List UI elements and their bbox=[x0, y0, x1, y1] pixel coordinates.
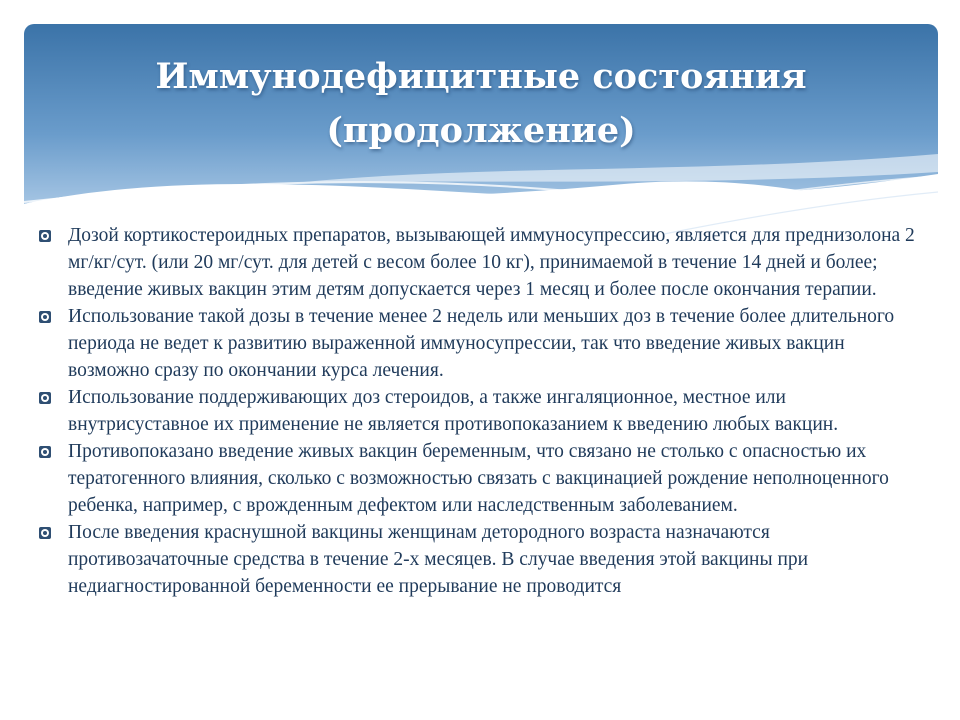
list-item bbox=[36, 438, 916, 519]
bullet-text: Дозой кортикостероидных препаратов, вызывающей иммуносупрессию, является для преднизолона 2 мг/кг/сут. (или 20 мг/сут. для детей с весом более 10 кг), принимаемой в течение 14 дней и более; введение живых вакцин этим детям допускается через 1 месяц и более после окончания терапии. bbox=[68, 225, 915, 300]
list-item bbox=[36, 303, 916, 384]
slide-title bbox=[24, 50, 938, 158]
square-bullet-icon bbox=[39, 446, 51, 458]
list-item bbox=[36, 222, 916, 303]
bullet-list bbox=[36, 222, 916, 600]
square-bullet-icon bbox=[39, 392, 51, 404]
bullet-text: Использование поддерживающих доз стероидов, а также ингаляционное, местное или внутрисуставное их применение не является противопоказанием к введению любых вакцин. bbox=[68, 387, 839, 435]
square-bullet-icon bbox=[39, 311, 51, 323]
list-item bbox=[36, 384, 916, 438]
bullet-text: Противопоказано введение живых вакцин беременным, что связано не столько с опасностью их тератогенного влияния, сколько с возможностью связать с вакцинацией рождение неполноценного ребенка, например, с врожденным дефектом или наследственным заболеванием. bbox=[68, 441, 889, 516]
title-line-2: (продолжение) bbox=[326, 110, 636, 151]
square-bullet-icon bbox=[39, 230, 51, 242]
bullet-text: После введения краснушной вакцины женщинам детородного возраста назначаются противозачаточные средства в течение 2-х месяцев. В случае введения этой вакцины при недиагностированной беременности ее прерывание не проводится bbox=[68, 522, 809, 597]
title-line-1: Иммунодефицитные состояния bbox=[155, 56, 807, 97]
square-bullet-icon bbox=[39, 527, 51, 539]
bullet-text: Использование такой дозы в течение менее 2 недель или меньших доз в течение более длительного периода не ведет к развитию выраженной иммуносупрессии, так что введение живых вакцин возможно сразу по окончании курса лечения. bbox=[68, 306, 895, 381]
list-item bbox=[36, 519, 916, 600]
